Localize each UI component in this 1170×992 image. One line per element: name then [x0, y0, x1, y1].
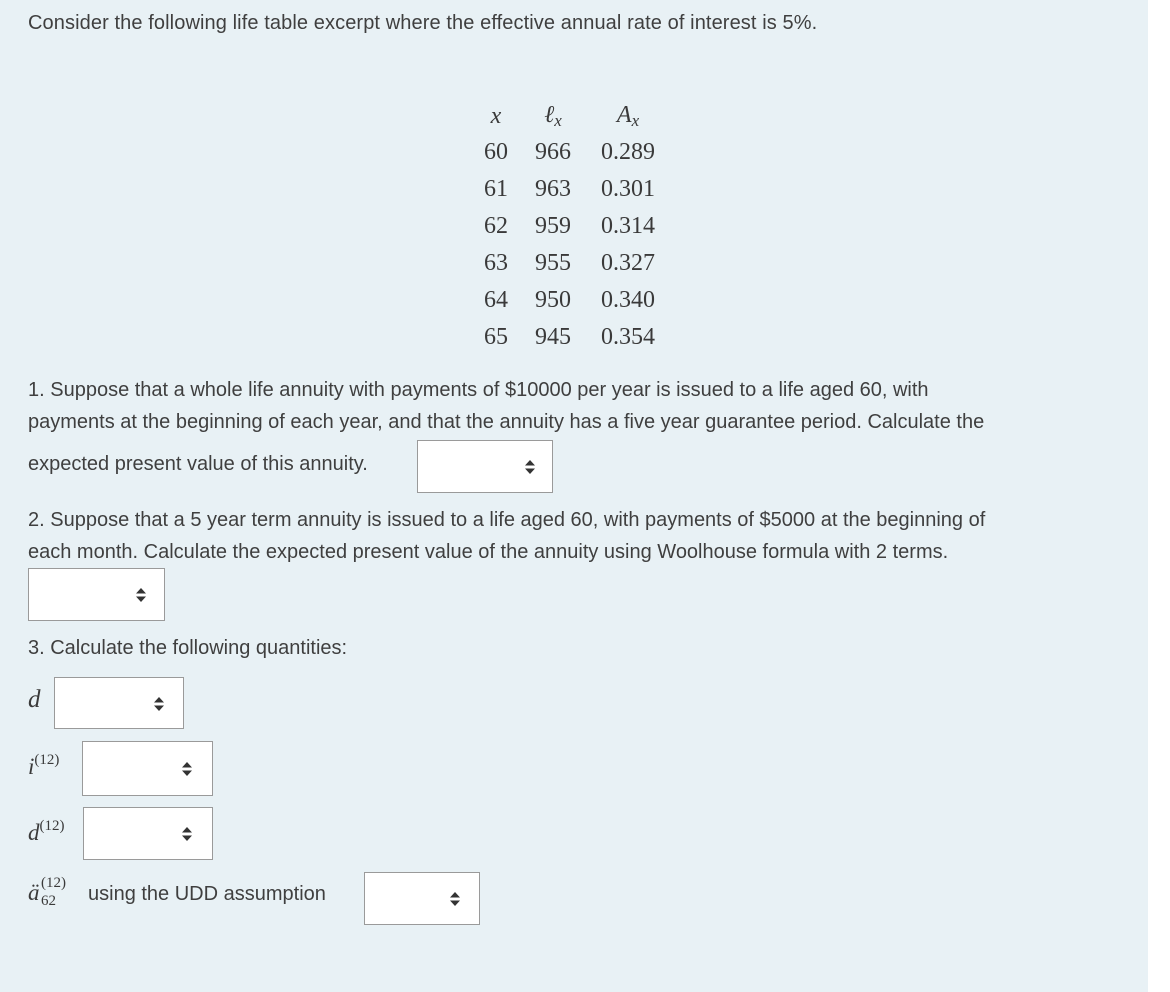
- cell-lx: 950: [535, 287, 571, 313]
- table-header-row: [470, 98, 672, 134]
- sort-arrows-icon: [182, 827, 192, 841]
- udd-label: using the UDD assumption: [88, 883, 326, 905]
- q2-line-2: each month. Calculate the expected present value of the annuity using Woolhouse formula with 2 terms.: [28, 541, 949, 563]
- table-row: [470, 134, 672, 171]
- cell-ax: 0.354: [601, 324, 655, 350]
- i12-answer-dropdown[interactable]: [82, 741, 213, 796]
- life-table: [470, 98, 672, 356]
- question-2: [28, 504, 1128, 568]
- col-header-x: x: [490, 102, 502, 129]
- intro-text: Consider the following life table excerpt where the effective annual rate of interest is 5%.: [28, 12, 818, 34]
- table-row: [470, 319, 672, 356]
- q1-line-2: payments at the beginning of each year, and that the annuity has a five year guarantee period. Calculate the: [28, 411, 985, 433]
- d-symbol: d: [28, 686, 41, 713]
- sort-arrows-icon: [182, 762, 192, 776]
- table-row: [470, 245, 672, 282]
- col-header-lx: ℓ$_x$: [544, 101, 562, 130]
- cell-lx: 963: [535, 176, 571, 202]
- cell-ax: 0.340: [601, 287, 655, 313]
- cell-x: 60: [484, 139, 508, 165]
- sort-arrows-icon: [136, 588, 146, 602]
- question-3-text: 3. Calculate the following quantities:: [28, 637, 348, 659]
- cell-lx: 955: [535, 250, 571, 276]
- sort-arrows-icon: [450, 892, 460, 906]
- cell-lx: 945: [535, 324, 571, 350]
- q2-line-1: 2. Suppose that a 5 year term annuity is issued to a life aged 60, with payments of $5000 at the beginning of: [28, 509, 986, 531]
- cell-x: 65: [484, 324, 508, 350]
- d12-symbol: $d^{(12)}$: [28, 818, 65, 845]
- table-row: [470, 171, 672, 208]
- q1-line-3: expected present value of this annuity.: [28, 453, 368, 475]
- cell-ax: 0.301: [601, 176, 655, 202]
- table-row: [470, 208, 672, 245]
- q2-answer-dropdown[interactable]: [28, 568, 165, 621]
- col-header-ax: $A_x$: [616, 101, 640, 130]
- sort-arrows-icon: [525, 460, 535, 474]
- cell-lx: 959: [535, 213, 571, 239]
- cell-lx: 966: [535, 139, 571, 165]
- cell-ax: 0.289: [601, 139, 655, 165]
- sort-arrows-icon: [154, 697, 164, 711]
- cell-x: 63: [484, 250, 508, 276]
- cell-x: 61: [484, 176, 508, 202]
- annuity-symbol: ä (12) 62: [28, 875, 66, 909]
- d12-answer-dropdown[interactable]: [83, 807, 213, 860]
- d-answer-dropdown[interactable]: [54, 677, 184, 729]
- q1-line-1: 1. Suppose that a whole life annuity with payments of $10000 per year is issued to a life aged 60, with: [28, 379, 929, 401]
- cell-x: 64: [484, 287, 508, 313]
- cell-ax: 0.327: [601, 250, 655, 276]
- q1-answer-dropdown[interactable]: [417, 440, 553, 493]
- annuity-answer-dropdown[interactable]: [364, 872, 480, 925]
- table-row: [470, 282, 672, 319]
- i12-symbol: $i^{(12)}$: [28, 752, 60, 779]
- cell-x: 62: [484, 213, 508, 239]
- question-1: [28, 374, 1128, 480]
- cell-ax: 0.314: [601, 213, 655, 239]
